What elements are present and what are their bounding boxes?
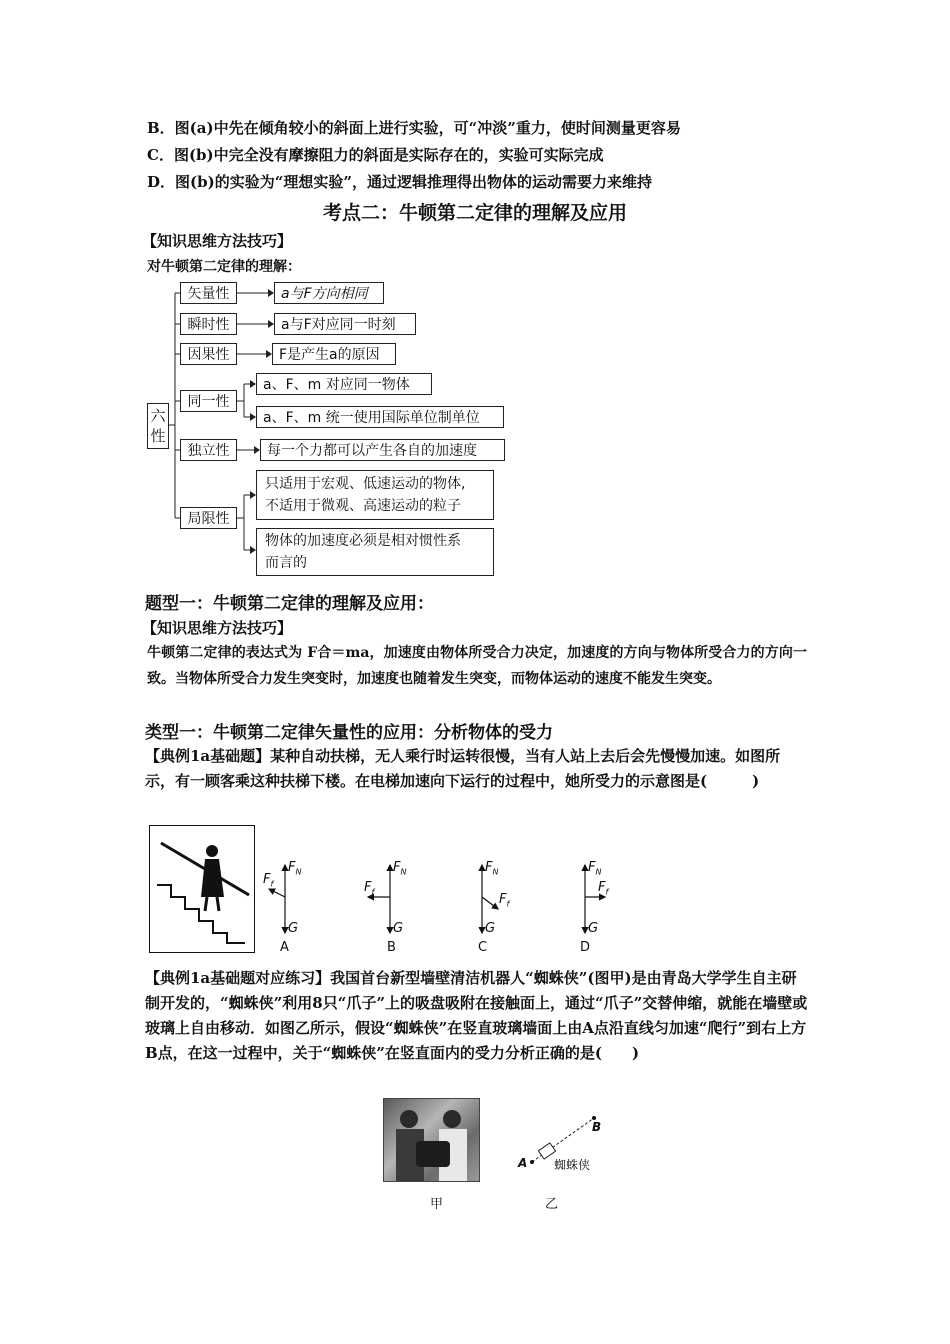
desc-instant: a与F对应同一时刻 bbox=[274, 313, 416, 335]
root-box: 六性 bbox=[147, 403, 169, 449]
c-ff-label: $F_f$ bbox=[499, 892, 510, 909]
robot-photo bbox=[383, 1098, 480, 1182]
d-g-label: G bbox=[588, 921, 599, 936]
a-g-label: G bbox=[288, 921, 299, 936]
b-ff-label: $F_f$ bbox=[364, 880, 375, 897]
point-a-label: A bbox=[518, 1156, 528, 1170]
example-1a: 【典例1a基础题】某种自动扶梯，无人乘行时运转很慢，当有人站上去后会先慢慢加速。如图所示，有一顾客乘这种扶梯下楼。在电梯加速向下运行的过程中，她所受力的示意图是( ) bbox=[145, 747, 781, 790]
desc-limitation-2b: 而言的 bbox=[265, 555, 307, 571]
desc-vector: a与F方向相同 bbox=[274, 282, 384, 304]
point-b-label: B bbox=[592, 1120, 602, 1134]
escalator-figure bbox=[149, 825, 255, 953]
a-ff-arrow bbox=[269, 889, 285, 897]
knowledge-heading-1: 【知识思维方法技巧】 bbox=[142, 232, 293, 250]
label-limitation: 局限性 bbox=[180, 507, 237, 529]
section-title: 考点二：牛顿第二定律的理解及应用 bbox=[322, 202, 627, 224]
robot-label: 蜘蛛侠 bbox=[554, 1158, 591, 1172]
category-one-heading: 类型一：牛顿第二定律矢量性的应用：分析物体的受力 bbox=[145, 723, 553, 743]
second-law-paragraph: 牛顿第二定律的表达式为 F合＝ma，加速度由物体所受合力决定，加速度的方向与物体所受合力的方向一致。当物体所受合力发生突变时，加速度也随着发生突变，而物体运动的速度不能发生突变。 bbox=[147, 645, 807, 687]
option-letter-a: A bbox=[280, 940, 289, 955]
knowledge-heading-2: 【知识思维方法技巧】 bbox=[142, 619, 293, 637]
caption-yi: 乙 bbox=[545, 1197, 559, 1212]
caption-jia: 甲 bbox=[430, 1197, 444, 1212]
desc-limitation-2a: 物体的加速度必须是相对惯性系 bbox=[265, 533, 461, 549]
d-ff-label: $F_f$ bbox=[598, 880, 609, 897]
desc-independence: 每一个力都可以产生各自的加速度 bbox=[260, 439, 505, 461]
option-letter-b: B bbox=[387, 940, 396, 955]
desc-limitation-1b: 不适用于微观、高速运动的粒子 bbox=[265, 498, 461, 514]
desc-limitation-1a: 只适用于宏观、低速运动的物体, bbox=[265, 476, 466, 492]
b-g-label: G bbox=[393, 921, 404, 936]
desc-limitation-1 bbox=[256, 470, 494, 520]
option-d: D．图(b)的实验为“理想实验”，通过逻辑推理得出物体的运动需要力来维持 bbox=[147, 173, 652, 191]
desc-identity-1: a、F、m 对应同一物体 bbox=[256, 373, 432, 395]
d-fn-label: $F_N$ bbox=[588, 860, 602, 877]
desc-limitation-2 bbox=[256, 528, 494, 576]
label-instant: 瞬时性 bbox=[180, 313, 237, 335]
c-fn-label: $F_N$ bbox=[485, 860, 499, 877]
option-letter-d: D bbox=[580, 940, 591, 955]
desc-causal: F是产生a的原因 bbox=[272, 343, 396, 365]
intro-line: 对牛顿第二定律的理解： bbox=[147, 259, 301, 275]
option-b: B．图(a)中先在倾角较小的斜面上进行实验，可“冲淡”重力，使时间测量更容易 bbox=[147, 119, 681, 137]
example-1a-practice: 【典例1a基础题对应练习】我国首台新型墙壁清洁机器人“蜘蛛侠”(图甲)是由青岛大学学生自主研制开发的，“蜘蛛侠”利用8只“爪子”上的吸盘吸附在接触面上，通过“爪子”交替伸缩，就能在墙壁或玻璃上自由移动．如图乙所示，假设“蜘蛛侠”在竖直玻璃墙面上由A点沿直线匀加速“爬行”到右上方B点，在这一过程中，关于“蜘蛛侠”在竖直面内的受力分析正确的是( ) bbox=[145, 969, 808, 1062]
c-g-label: G bbox=[485, 921, 496, 936]
label-independence: 独立性 bbox=[180, 439, 237, 461]
type-one-heading: 题型一：牛顿第二定律的理解及应用： bbox=[145, 594, 434, 614]
label-vector: 矢量性 bbox=[180, 282, 237, 304]
label-causal: 因果性 bbox=[180, 343, 237, 365]
option-letter-c: C bbox=[478, 940, 488, 955]
option-c: C．图(b)中完全没有摩擦阻力的斜面是实际存在的，实验可实际完成 bbox=[147, 146, 604, 164]
a-fn-label: $F_N$ bbox=[288, 860, 302, 877]
a-ff-label: $F_f$ bbox=[263, 872, 274, 889]
desc-identity-2: a、F、m 统一使用国际单位制单位 bbox=[256, 406, 504, 428]
b-fn-label: $F_N$ bbox=[393, 860, 407, 877]
label-identity: 同一性 bbox=[180, 390, 237, 412]
force-diagrams bbox=[255, 855, 625, 965]
